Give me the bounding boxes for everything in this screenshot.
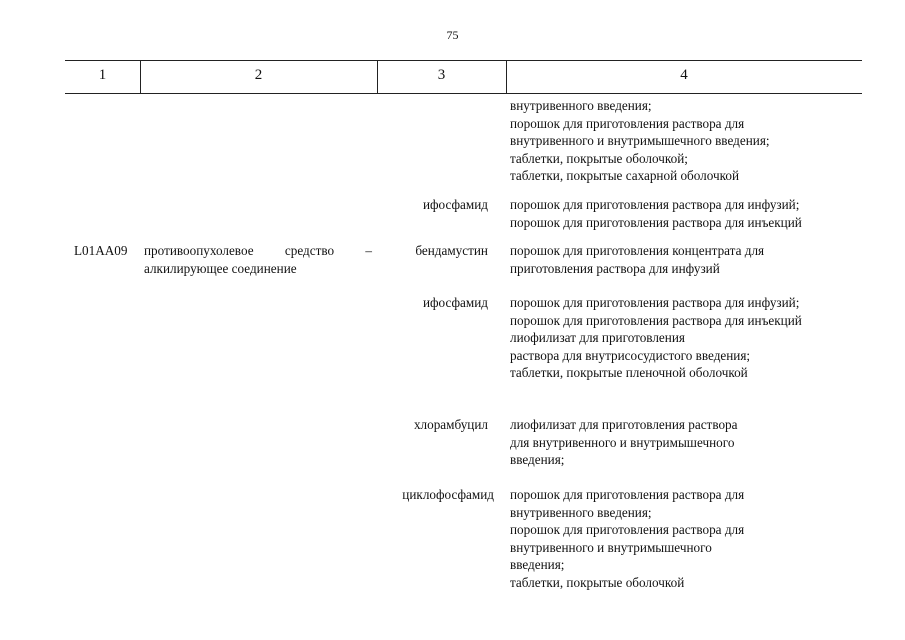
dosage-forms — [510, 416, 738, 469]
form-line: для внутривенного и внутримышечного — [510, 434, 735, 450]
dosage-forms — [510, 486, 744, 592]
drug-name: циклофосфамид — [402, 487, 494, 502]
form-line: порошок для приготовления раствора для — [510, 115, 745, 131]
table-header-bottom-rule — [65, 93, 862, 94]
form-line: таблетки, покрытые пленочной оболочкой — [510, 365, 748, 381]
form-line: порошок для приготовления раствора для инфузий; — [510, 197, 800, 212]
dosage-forms — [510, 97, 770, 185]
form-line: порошок для приготовления раствора для инфузий; — [510, 295, 800, 310]
drug-name: бендамустин — [415, 243, 488, 258]
form-line: порошок для приготовления раствора для инъекций — [510, 312, 802, 328]
header-col-4: 4 — [680, 67, 688, 83]
dosage-forms — [510, 196, 802, 231]
header-col-1: 1 — [98, 67, 107, 83]
form-line: приготовления раствора для инфузий — [510, 260, 720, 276]
dosage-forms — [510, 242, 764, 277]
form-line: лиофилизат для приготовления раствора — [510, 417, 738, 432]
form-line: таблетки, покрытые оболочкой; — [510, 150, 688, 166]
drug-name: ифосфамид — [422, 295, 488, 310]
dosage-forms — [510, 294, 802, 382]
form-line: порошок для приготовления раствора для — [510, 487, 745, 502]
drug-name: хлорамбуцил — [413, 417, 488, 432]
form-line: введения; — [510, 452, 565, 468]
form-line: таблетки, покрытые оболочкой — [510, 574, 685, 590]
form-line: порошок для приготовления концентрата для — [510, 243, 765, 258]
form-line: раствора для внутрисосудистого введения; — [510, 347, 751, 363]
form-line: внутривенного введения; — [510, 504, 652, 520]
atc-code: L01AA09 — [74, 243, 128, 258]
form-line: введения; — [510, 557, 565, 573]
form-line: внутривенного введения; — [510, 98, 652, 113]
group-line-2: алкилирующее соединение — [144, 260, 297, 276]
drug-name: ифосфамид — [422, 197, 488, 212]
form-line: таблетки, покрытые сахарной оболочкой — [510, 168, 740, 184]
form-line: внутривенного и внутримышечного введения; — [510, 133, 770, 149]
header-col-2: 2 — [254, 67, 263, 83]
table-top-rule — [65, 60, 862, 61]
form-line: лиофилизат для приготовления — [510, 330, 685, 346]
form-line: внутривенного и внутримышечного — [510, 539, 712, 555]
page-number: 75 — [446, 28, 459, 42]
group-dash: – — [365, 243, 372, 258]
form-line: порошок для приготовления раствора для инъекций — [510, 214, 802, 230]
group-word-1: противоопухолевое — [144, 243, 254, 258]
group-word-2: средство — [284, 243, 335, 258]
header-col-3: 3 — [437, 67, 446, 83]
form-line: порошок для приготовления раствора для — [510, 522, 745, 538]
